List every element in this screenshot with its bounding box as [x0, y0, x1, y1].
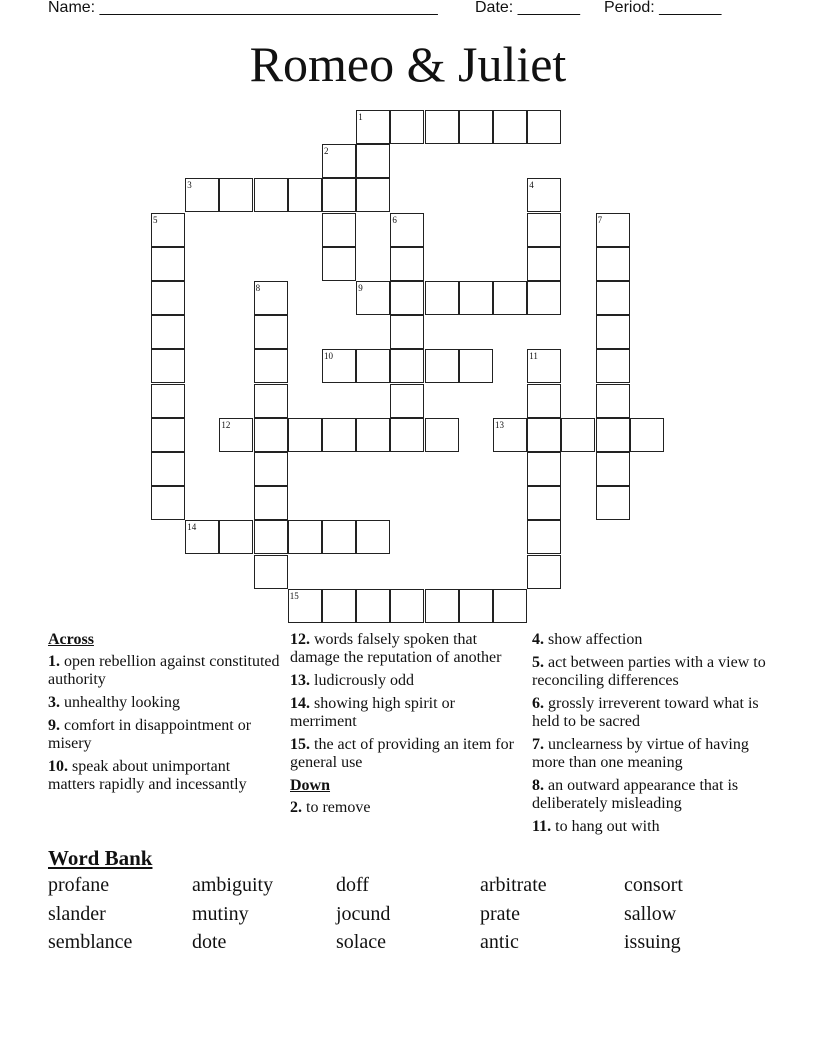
grid-cell[interactable]	[527, 213, 561, 247]
grid-cell[interactable]	[596, 418, 630, 452]
grid-cell[interactable]	[527, 452, 561, 486]
word-bank-word: slander	[48, 903, 106, 925]
date-field[interactable]: Date: _______	[475, 0, 580, 16]
grid-cell[interactable]	[151, 384, 185, 418]
grid-cell[interactable]	[254, 384, 288, 418]
clue-num: 6.	[532, 695, 544, 712]
clue-text: comfort in disappointment or misery	[48, 717, 252, 752]
clue	[532, 777, 772, 813]
clue	[532, 736, 772, 772]
grid-cell[interactable]	[288, 418, 322, 452]
clue-num: 7.	[532, 736, 544, 753]
grid-cell[interactable]	[322, 178, 356, 212]
clue-num: 10.	[48, 758, 68, 775]
clue-text: unhealthy looking	[60, 694, 180, 711]
grid-cell[interactable]	[151, 315, 185, 349]
clue-number: 2	[324, 146, 329, 157]
grid-cell[interactable]	[425, 589, 459, 623]
clue-num: 9.	[48, 717, 60, 734]
grid-cell[interactable]	[527, 281, 561, 315]
grid-cell[interactable]	[527, 418, 561, 452]
across-heading: Across	[48, 631, 94, 648]
word-bank-word: jocund	[336, 903, 391, 925]
grid-cell[interactable]	[322, 418, 356, 452]
clue-text: words falsely spoken that damage the reputation of another	[290, 631, 502, 666]
word-bank-word: solace	[336, 931, 386, 953]
word-bank-word: profane	[48, 874, 110, 896]
grid-cell[interactable]	[459, 110, 493, 144]
grid-cell[interactable]	[151, 418, 185, 452]
clue-number: 5	[153, 214, 158, 225]
clue-num: 1.	[48, 653, 60, 670]
grid-cell[interactable]	[390, 349, 424, 383]
word-bank-title: Word Bank	[48, 846, 153, 870]
grid-cell[interactable]	[254, 486, 288, 520]
clue-text: to hang out with	[551, 818, 660, 835]
word-bank-word: prate	[480, 903, 520, 925]
grid-cell[interactable]	[356, 589, 390, 623]
clue-num: 11.	[532, 818, 552, 835]
grid-cell[interactable]	[219, 520, 253, 554]
clue-text: an outward appearance that is deliberately misleading	[532, 777, 739, 812]
grid-cell[interactable]	[356, 418, 390, 452]
word-bank-word: dote	[192, 931, 227, 953]
grid-cell[interactable]	[425, 281, 459, 315]
clue-text: act between parties with a view to reconciling differences	[532, 654, 766, 689]
clue-text: show affection	[544, 631, 643, 648]
grid-cell[interactable]	[254, 555, 288, 589]
grid-cell[interactable]	[322, 589, 356, 623]
grid-cell[interactable]	[596, 315, 630, 349]
clue-num: 12.	[290, 631, 310, 648]
grid-cell[interactable]	[527, 486, 561, 520]
word-bank-word: semblance	[48, 931, 133, 953]
clue	[532, 695, 772, 731]
clue-text: grossly irreverent toward what is held to be sacred	[532, 695, 759, 730]
grid-cell[interactable]	[322, 247, 356, 281]
word-bank-word: issuing	[624, 931, 681, 953]
word-bank-word: doff	[336, 874, 369, 896]
clue-text: ludicrously odd	[310, 672, 414, 689]
grid-cell[interactable]	[254, 349, 288, 383]
grid-cell[interactable]	[459, 349, 493, 383]
grid-cell[interactable]	[493, 281, 527, 315]
clue-text: open rebellion against constituted authority	[48, 653, 280, 688]
clue-num: 15.	[290, 736, 310, 753]
clue-number: 3	[187, 180, 192, 191]
word-bank-word: antic	[480, 931, 519, 953]
clue-num: 8.	[532, 777, 544, 794]
grid-cell[interactable]	[151, 349, 185, 383]
grid-cell[interactable]	[390, 384, 424, 418]
grid-cell[interactable]	[356, 349, 390, 383]
clue-num: 3.	[48, 694, 60, 711]
clues-column-2	[290, 631, 522, 822]
grid-cell[interactable]	[425, 349, 459, 383]
page-title: Romeo & Juliet	[249, 36, 567, 92]
clue	[48, 653, 280, 689]
grid-cell[interactable]	[322, 520, 356, 554]
clue-text: showing high spirit or merriment	[290, 695, 455, 730]
clue	[290, 672, 522, 690]
clue-number: 4	[529, 180, 534, 191]
clue	[532, 654, 772, 690]
clue	[290, 631, 522, 667]
down-heading: Down	[290, 777, 331, 794]
grid-cell[interactable]	[254, 452, 288, 486]
clue	[290, 799, 522, 817]
clue-number: 12	[221, 419, 231, 430]
grid-cell[interactable]	[356, 520, 390, 554]
grid-cell[interactable]	[596, 247, 630, 281]
grid-cell[interactable]	[596, 281, 630, 315]
grid-cell[interactable]	[254, 520, 288, 554]
clue-num: 4.	[532, 631, 544, 648]
clue-number: 13	[495, 419, 504, 430]
clue-number: 15	[289, 590, 299, 601]
clue-number: 1	[358, 112, 363, 122]
clue-number: 6	[392, 214, 397, 225]
word-bank-word: consort	[624, 874, 683, 896]
word-bank-word: sallow	[624, 903, 677, 925]
grid-cell[interactable]	[151, 486, 185, 520]
word-bank-word: arbitrate	[480, 874, 547, 896]
clue-number: 10	[324, 351, 333, 362]
grid-cell[interactable]	[151, 247, 185, 281]
period-field[interactable]: Period: _______	[604, 0, 722, 16]
clue-num: 2.	[290, 799, 302, 816]
grid-cell[interactable]	[356, 144, 390, 178]
grid-cell[interactable]	[219, 178, 253, 212]
grid-cell[interactable]	[322, 213, 356, 247]
grid-cell[interactable]	[425, 110, 459, 144]
clue-text: to remove	[302, 799, 371, 816]
grid-cell[interactable]	[425, 418, 459, 452]
grid-cell[interactable]	[596, 384, 630, 418]
grid-cell[interactable]	[254, 315, 288, 349]
clue-text: the act of providing an item for general use	[290, 736, 514, 771]
grid-cell[interactable]	[390, 110, 424, 144]
clue-num: 13.	[290, 672, 310, 689]
grid-cell[interactable]	[596, 349, 630, 383]
grid-cell[interactable]	[390, 247, 424, 281]
grid-cell[interactable]	[527, 110, 561, 144]
clue-number: 8	[255, 283, 261, 293]
grid-cell[interactable]	[527, 384, 561, 418]
grid-cell[interactable]	[493, 589, 527, 623]
grid-cell[interactable]	[288, 178, 322, 212]
grid-cell[interactable]	[527, 520, 561, 554]
clue-number: 7	[597, 214, 603, 225]
grid-cell[interactable]	[527, 247, 561, 281]
grid-cell[interactable]	[459, 589, 493, 623]
word-bank-word: ambiguity	[192, 874, 274, 896]
grid-cell[interactable]	[459, 281, 493, 315]
clue	[48, 694, 280, 712]
grid-cell[interactable]	[151, 281, 185, 315]
clue-text: unclearness by virtue of having more than one meaning	[532, 736, 749, 771]
grid-cell[interactable]	[390, 315, 424, 349]
grid-cell[interactable]	[390, 281, 424, 315]
clues-column-3	[532, 631, 772, 841]
clue	[532, 631, 772, 649]
clue-number: 11	[529, 351, 538, 362]
clue	[48, 717, 280, 753]
grid-cell[interactable]	[630, 418, 664, 452]
grid-cell[interactable]	[151, 452, 185, 486]
grid-cell[interactable]	[254, 178, 288, 212]
grid-cell[interactable]	[288, 520, 322, 554]
grid-cell[interactable]	[527, 555, 561, 589]
grid-cell[interactable]	[254, 418, 288, 452]
grid-cell[interactable]	[390, 589, 424, 623]
grid-cell[interactable]	[493, 110, 527, 144]
clue-num: 5.	[532, 654, 544, 671]
clues-column-1	[48, 631, 280, 799]
word-bank-word: mutiny	[192, 903, 249, 925]
clue	[48, 758, 280, 794]
clue-num: 14.	[290, 695, 310, 712]
grid-cell[interactable]	[356, 178, 390, 212]
grid-cell[interactable]	[390, 418, 424, 452]
clue	[532, 818, 772, 836]
grid-cell[interactable]	[561, 418, 595, 452]
grid-cell[interactable]	[596, 486, 630, 520]
clue	[290, 736, 522, 772]
name-field[interactable]: Name: ______________________________________	[48, 0, 438, 16]
clue-text: speak about unimportant matters rapidly and incessantly	[48, 758, 247, 793]
clue-number: 9	[358, 283, 363, 293]
clue-number: 14	[187, 522, 197, 533]
clue	[290, 695, 522, 731]
grid-cell[interactable]	[596, 452, 630, 486]
